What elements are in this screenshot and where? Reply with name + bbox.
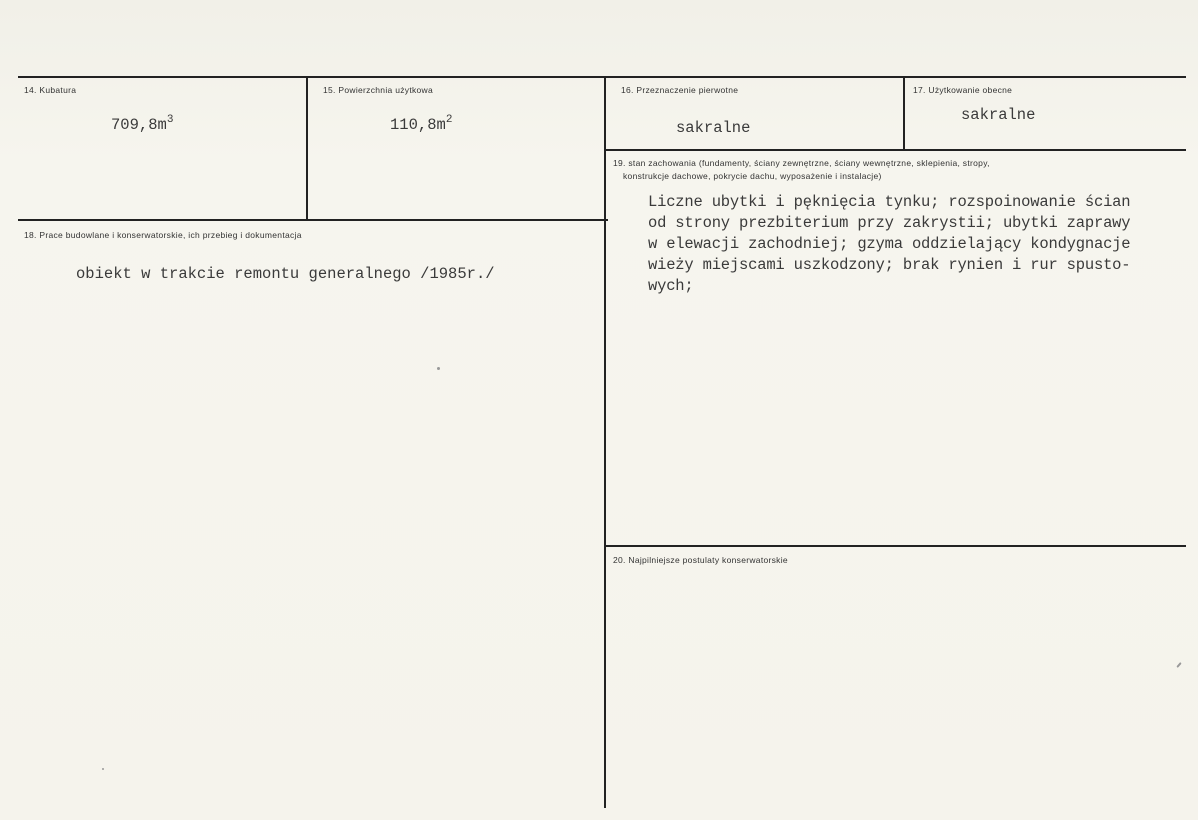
top-rule — [18, 76, 1186, 78]
field-14-value — [111, 114, 173, 134]
rule-right-mid — [606, 149, 1186, 151]
field-15-number: 110,8m — [390, 116, 446, 134]
divider-16-17 — [903, 76, 905, 151]
field-18-label: 18. Prace budowlane i konserwatorskie, ich przebieg i dokumentacja — [24, 230, 302, 240]
condition-line: wych; — [648, 277, 694, 295]
condition-line: Liczne ubytki i pęknięcia tynku; rozspoinowanie ścian — [648, 193, 1131, 211]
field-19-label-line-1: 19. stan zachowania (fundamenty, ściany zewnętrzne, ściany wewnętrzne, sklepienia, stropy, — [613, 158, 990, 168]
condition-line: w elewacji zachodniej; gzyma oddzielający kondygnacje — [648, 235, 1131, 253]
field-16-value: sakralne — [676, 119, 751, 137]
paper-speck — [1176, 662, 1181, 668]
field-19-label-line-2: konstrukcje dachowe, pokrycie dachu, wyposażenie i instalacje) — [623, 171, 882, 181]
field-16-label: 16. Przeznaczenie pierwotne — [621, 85, 739, 95]
field-17-value: sakralne — [961, 106, 1036, 124]
condition-line: od strony prezbiterium przy zakrystii; ubytki zaprawy — [648, 214, 1131, 232]
field-14-exponent: 3 — [166, 114, 174, 126]
center-divider — [604, 76, 606, 808]
field-15-exponent: 2 — [445, 114, 453, 126]
condition-line: wieży miejscami uszkodzony; brak rynien i rur spusto- — [648, 256, 1131, 274]
paper-speck — [437, 367, 440, 370]
rule-left-mid — [18, 219, 608, 221]
field-18-value: obiekt w trakcie remontu generalnego /1985r./ — [76, 265, 495, 283]
field-15-value — [390, 114, 452, 134]
paper-speck — [102, 768, 104, 770]
field-20-label: 20. Najpilniejsze postulaty konserwatorskie — [613, 555, 788, 565]
field-19-text — [648, 192, 1130, 297]
rule-right-low — [606, 545, 1186, 547]
divider-14-15 — [306, 76, 308, 221]
field-15-label: 15. Powierzchnia użytkowa — [323, 85, 434, 95]
field-17-label: 17. Użytkowanie obecne — [913, 85, 1013, 95]
field-14-number: 709,8m — [111, 116, 167, 134]
field-14-label: 14. Kubatura — [24, 85, 77, 95]
